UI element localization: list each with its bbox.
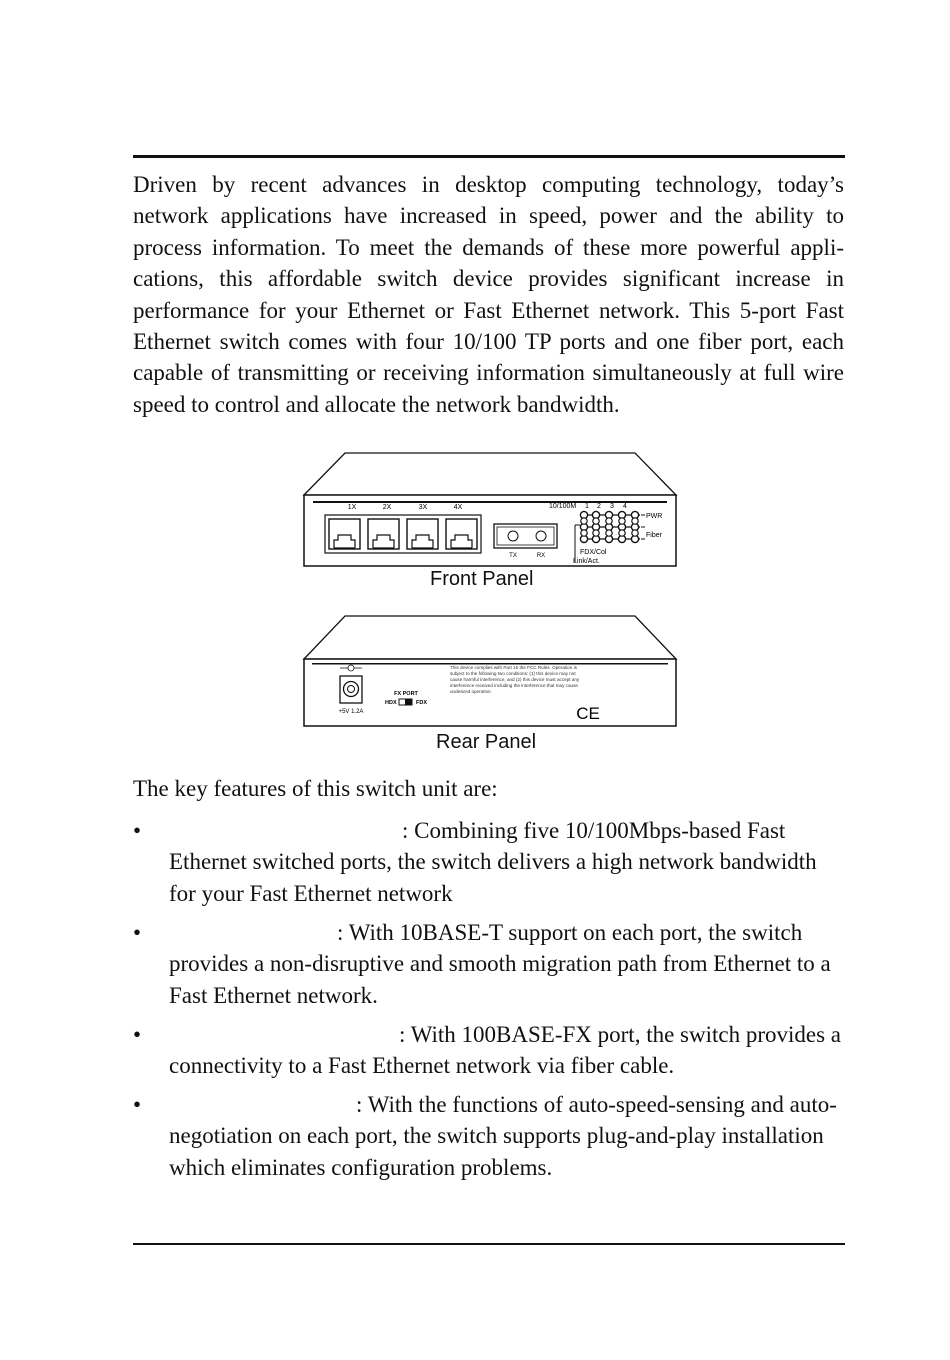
led-number: 2 bbox=[597, 503, 601, 510]
link-act-label: Link/Act. bbox=[573, 558, 600, 565]
bullet-marker: • bbox=[133, 818, 142, 843]
fx-port-label: FX PORT bbox=[394, 691, 418, 697]
port-label: 2X bbox=[382, 504, 392, 511]
rj45-jack bbox=[368, 519, 399, 549]
led-indicator bbox=[619, 530, 625, 536]
led-number: 3 bbox=[610, 503, 614, 510]
rear-panel-drawing bbox=[304, 616, 676, 726]
led-number: 4 bbox=[623, 503, 627, 510]
fcc-line: interference received including the interference that may cause bbox=[450, 683, 578, 688]
port-label: 1X bbox=[347, 504, 357, 511]
led-indicator bbox=[606, 530, 612, 536]
intro-paragraph: Driven by recent advances in desktop computing technology, today’s network applications have increased in speed, power and the ability to process information. To meet the demands of these more powerful appli-cations, this affordable switch device provides significant increase in performance for your Ethernet or Fast Ethernet network. This 5-port Fast Ethernet switch comes with four 10/100 TP ports and one fiber port, each capable of transmitting or receiving information simultaneously at full wire speed to control and allocate the network bandwidth. bbox=[133, 172, 844, 417]
rx-label: RX bbox=[536, 553, 546, 559]
bullet-marker: • bbox=[133, 1022, 142, 1047]
led-indicator bbox=[619, 518, 625, 524]
fdx-label: FDX bbox=[416, 700, 427, 706]
led-indicator bbox=[581, 530, 587, 536]
feature-text: : With 10BASE-T support on each port, the switch provides a non-disruptive and smooth migration path from Ethernet to a Fast Ethernet network. bbox=[169, 920, 831, 1008]
bullet-marker: • bbox=[133, 920, 142, 945]
port-label: 3X bbox=[418, 504, 428, 511]
hdx-label: HDX bbox=[385, 700, 397, 706]
top-rule bbox=[133, 155, 845, 158]
feature-text: : Combining five 10/100Mbps-based Fast Ethernet switched ports, the switch delivers a high network bandwidth for your Fast Ethernet network bbox=[169, 818, 817, 906]
led-indicator bbox=[593, 518, 599, 524]
fcc-line: This device complies with Part 15 the FCC Rules. Operation is bbox=[450, 665, 577, 670]
led-indicator bbox=[632, 518, 638, 524]
rj45-ports bbox=[325, 515, 481, 553]
led-number: 1 bbox=[585, 503, 589, 510]
pwr-label: PWR bbox=[646, 513, 663, 520]
fiber-label: Fiber bbox=[646, 532, 662, 539]
feature-text: : With the functions of auto-speed-sensing and auto-negotiation on each port, the switch supports plug-and-play installation which eliminates configuration problems. bbox=[169, 1092, 837, 1180]
led-indicator bbox=[606, 518, 612, 524]
led-indicator bbox=[581, 518, 587, 524]
fcc-line: undesired operation. bbox=[450, 689, 492, 694]
features-intro: The key features of this switch unit are: bbox=[133, 776, 498, 801]
front-panel-caption: Front Panel bbox=[430, 568, 534, 590]
feature-text: : With 100BASE-FX port, the switch provides a connectivity to a Fast Ethernet network via fiber cable. bbox=[169, 1022, 842, 1079]
led-header: 10/100M bbox=[549, 503, 577, 510]
rj45-jack bbox=[407, 519, 438, 549]
rj45-jack bbox=[329, 519, 360, 549]
port-label: 4X bbox=[453, 504, 463, 511]
bullet-marker: • bbox=[133, 1092, 142, 1117]
bottom-rule bbox=[133, 1243, 845, 1245]
fdx-col-label: FDX/Col bbox=[580, 549, 607, 556]
front-panel-drawing bbox=[304, 453, 676, 566]
fcc-line: cause harmful interference, and (2) this device must accept any bbox=[450, 677, 580, 682]
fcc-line: subject to the following two conditions: (1) this device may not bbox=[450, 671, 576, 676]
led-indicator bbox=[593, 530, 599, 536]
rear-panel-caption: Rear Panel bbox=[436, 731, 537, 753]
power-rating: +5V 1.2A bbox=[338, 709, 364, 715]
tx-label: TX bbox=[509, 553, 517, 559]
led-indicator bbox=[632, 530, 638, 536]
switch-panel-figure bbox=[290, 448, 690, 758]
rj45-jack bbox=[446, 519, 477, 549]
ce-mark: CE bbox=[576, 704, 600, 723]
